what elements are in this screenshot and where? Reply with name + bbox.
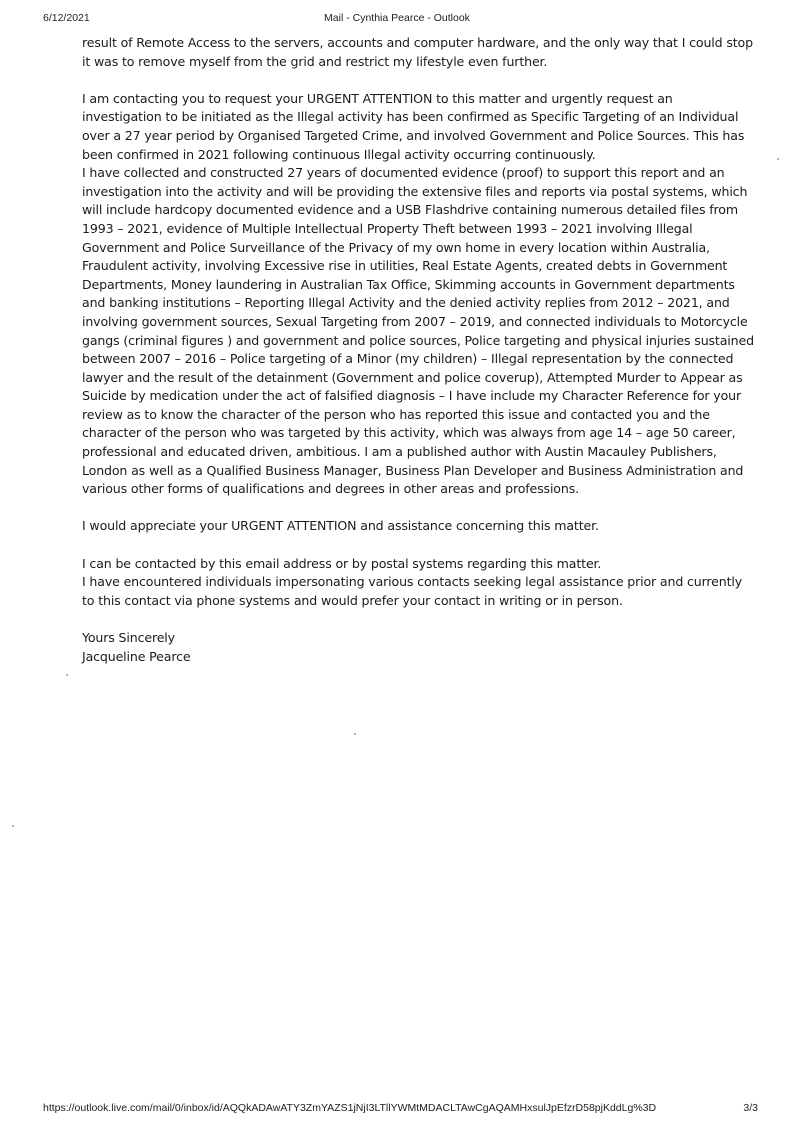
paragraph-gap — [82, 499, 754, 518]
scan-speck — [777, 158, 779, 160]
print-header — [0, 12, 794, 28]
email-paragraph: I can be contacted by this email address or by postal systems regarding this matter. — [82, 555, 602, 571]
paragraph-gap — [82, 610, 754, 629]
scan-speck — [12, 825, 14, 827]
email-paragraph: I have collected and constructed 27 years of documented evidence (proof) to support this report and an investigation into the activity and will be providing the extensive files and reports via postal systems, which will include hardcopy documented evidence and a USB Flashdrive containing numerous detailed files from 1993 – 2021, evidence of Multiple Intellectual Property Theft between 1993 – 2021 involving Illegal Government and Police Surveillance of the Privacy of my own home in every location within Australia, Fraudulent activity, involving Excessive rise in utilities, Real Estate Agents, created debts in Government Departments, Money laundering in Australian Tax Office, Skimming accounts in Government departments and banking institutions – Reporting Illegal Activity and the denied activity replies from 2012 – 2021, and involving government sources, Sexual Targeting from 2007 – 2019, and connected individuals to Motorcycle gangs (criminal figures ) and government and police sources, Police targeting and physical injuries sustained between 2007 – 2016 – Police targeting of a Minor (my children) – Illegal representation by the connected lawyer and the result of the detainment (Government and police coverup), Attempted Murder to Appear as Suicide by medication under the act of falsified diagnosis – I have include my Character Reference for your review as to know the character of the person who has reported this issue and contacted you and the character of the person who was targeted by this activity, which was always from age 14 – age 50 career, professional and educated driven, ambitious. I am a published author with Austin Macauley Publishers, London as well as a Qualified Business Manager, Business Plan Developer and Business Administration and various other forms of qualifications and degrees in other areas and professions. — [82, 165, 754, 497]
closing-line: Yours Sincerely — [82, 630, 175, 645]
paragraph-gap — [82, 71, 754, 90]
scan-speck — [66, 674, 68, 676]
email-paragraph: I would appreciate your URGENT ATTENTION and assistance concerning this matter. — [82, 518, 599, 534]
page-number: 3/3 — [743, 1102, 758, 1114]
print-footer — [0, 1102, 794, 1118]
print-title: Mail - Cynthia Pearce - Outlook — [324, 12, 470, 24]
email-body — [82, 34, 754, 666]
email-paragraph: I am contacting you to request your URGENT ATTENTION to this matter and urgently request an investigation to be initiated as the Illegal activity has been confirmed as Specific Targeting of an Individual over a 27 year period by Organised Targeted Crime, and involved Government and Police Sources. This has been confirmed in 2021 following continuous Illegal activity occurring continuously. — [82, 90, 745, 162]
print-date: 6/12/2021 — [43, 12, 90, 24]
page-url: https://outlook.live.com/mail/0/inbox/id/AQQkADAwATY3ZmYAZS1jNjI3LTllYWMtMDACLTAwCgAQAMHxsulJpEfzrD58pjKddLg%3D — [43, 1102, 657, 1114]
signature-name: Jacqueline Pearce — [82, 648, 191, 664]
scan-speck — [354, 733, 356, 735]
paragraph-gap — [82, 536, 754, 555]
email-paragraph: result of Remote Access to the servers, accounts and computer hardware, and the only way that I could stop it was to remove myself from the grid and restrict my lifestyle even further. — [82, 35, 753, 69]
email-paragraph: I have encountered individuals impersonating various contacts seeking legal assistance prior and currently to this contact via phone systems and would prefer your contact in writing or in person. — [82, 574, 743, 608]
